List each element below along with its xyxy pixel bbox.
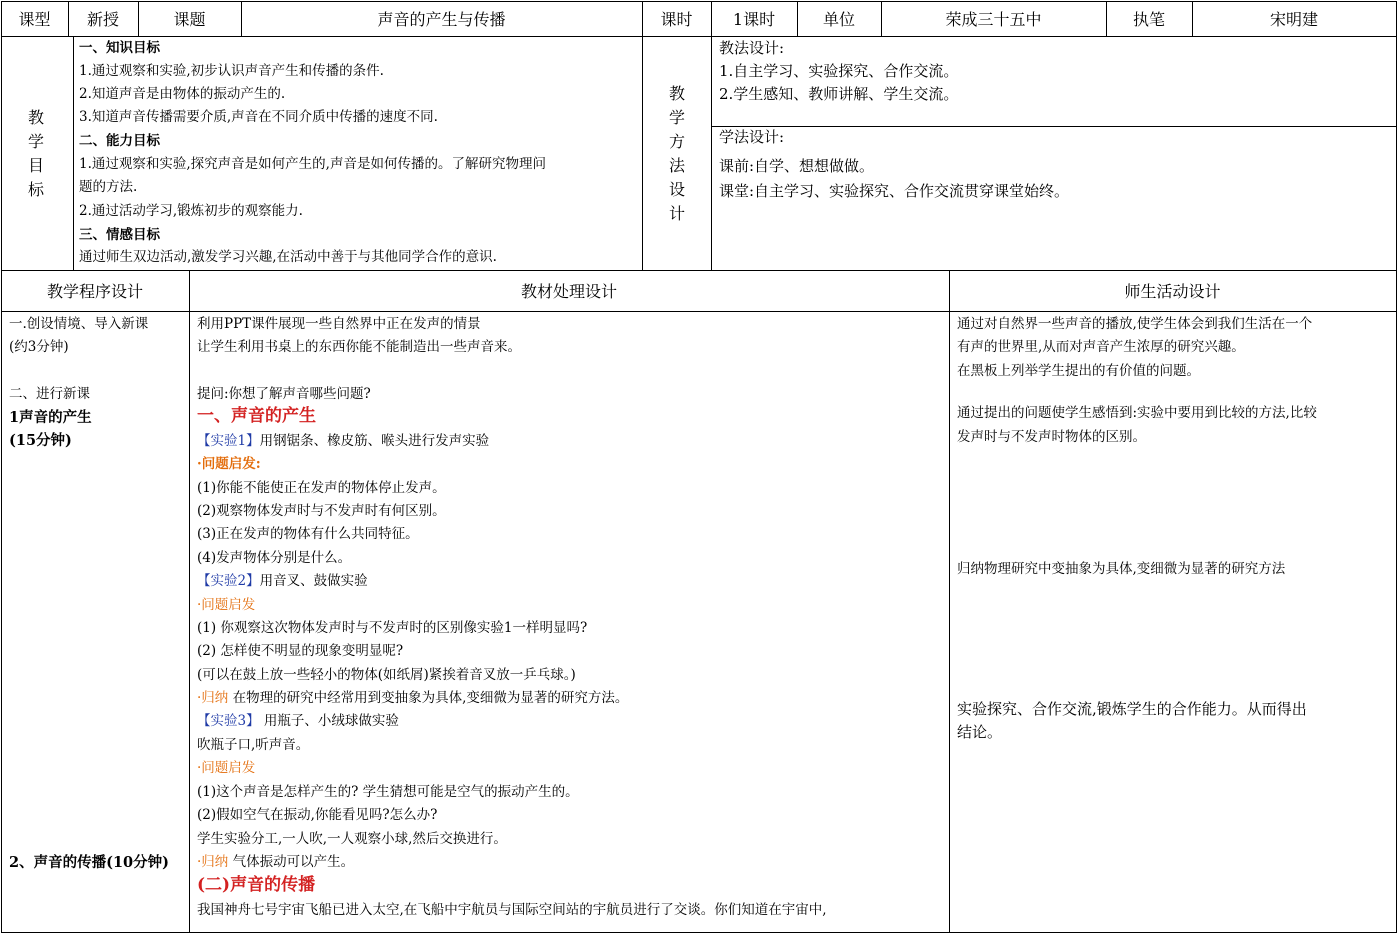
procedure-step: 1声音的产生 [9,409,92,426]
material-line: 利用PPT课件展现一些自然界中正在发声的情景 [197,316,481,332]
summary-text: 在物理的研究中经常用到变抽象为具体,变细微为显著的研究方法。 [232,690,629,706]
unit-value: 荣成三十五中 [945,10,1042,29]
unit-label: 单位 [822,10,855,29]
question-line: (可以在鼓上放一些轻小的物体(如纸屑)紧挨着音叉放一乒乓球。) [197,667,576,683]
teaching-method-title: 教法设计: [719,39,785,57]
methods-label-char: 教 [668,84,685,103]
experiment-text: 用瓶子、小绒球做实验 [263,713,399,729]
lesson-type-value: 新授 [86,10,119,29]
experiment-tag: 【实验2】 [197,573,260,589]
material-line: 让学生利用书桌上的东西你能不能制造出一些声音来。 [197,339,521,355]
learning-method-item: 课前:自学、想想做做。 [719,157,875,175]
procedure-step: (约3分钟) [9,339,69,355]
learning-method-title: 学法设计: [719,128,785,146]
summary-tag: ·归纳 [197,854,229,870]
author-label: 执笔 [1132,10,1165,29]
goals-label-char: 学 [27,132,44,151]
summary-tag: ·归纳 [197,690,229,706]
procedure-step: 2、声音的传播(10分钟) [9,854,169,871]
goals-label-divider [73,36,74,270]
goals-label-char: 教 [27,108,44,127]
summary-text: 气体振动可以产生。 [232,854,355,870]
header-divider [711,1,712,270]
material-column-header: 教材处理设计 [520,282,617,301]
activity-line: 有声的世界里,从而对声音产生浓厚的研究兴趣。 [957,339,1245,355]
header-row-border [1,36,1397,37]
methods-label-char: 学 [668,108,685,127]
question-line: (2)假如空气在振动,你能看见吗?怎么办? [197,807,438,823]
experiment-tag: 【实验3】 [197,713,260,729]
summary-line [197,689,628,707]
knowledge-goal-heading: 一、知识目标 [79,40,160,56]
activity-line: 在黑板上列举学生提出的有价值的问题。 [957,363,1200,379]
goals-label-char: 标 [27,180,44,199]
methods-label-char: 方 [668,132,685,151]
lesson-type-label: 课型 [18,10,51,29]
material-column-divider [949,270,950,933]
procedure-column-divider [189,270,190,933]
procedure-column-header: 教学程序设计 [46,282,143,301]
question-line: (3)正在发声的物体有什么共同特征。 [197,526,419,542]
activity-line: 通过对自然界一些声音的播放,使学生体会到我们生活在一个 [957,316,1313,332]
methods-label [667,82,687,226]
summary-line [197,853,354,871]
question-line: (1) 你观察这次物体发声时与不发声时的区别像实验1一样明显吗? [197,620,588,636]
emotion-goal-heading: 三、情感目标 [79,227,160,243]
table-bottom-border [1,932,1397,933]
methods-label-char: 法 [668,156,685,175]
section-heading: 一、声音的产生 [197,406,316,426]
methods-divider [711,126,1397,127]
ability-goal-heading: 二、能力目标 [79,133,160,149]
emotion-goal-item: 通过师生双边活动,激发学习兴趣,在活动中善于与其他同学合作的意识. [79,249,497,265]
procedure-step: 一.创设情境、导入新课 [9,316,149,332]
teaching-method-item: 2.学生感知、教师讲解、学生交流。 [719,85,959,103]
methods-label-char: 计 [668,204,685,223]
author-value: 宋明建 [1269,10,1318,29]
period-value: 1课时 [732,10,776,29]
learning-method-item: 课堂:自主学习、实验探究、合作交流贯穿课堂始终。 [719,182,1070,200]
experiment-text: 用音叉、鼓做实验 [259,573,368,589]
methods-label-char: 设 [668,180,685,199]
activity-line: 发声时与不发声时物体的区别。 [957,429,1146,445]
question-line: (1)你能不能使正在发声的物体停止发声。 [197,480,446,496]
experiment-line [197,712,399,730]
column-header-border [1,311,1397,312]
ability-goal-item: 题的方法. [79,179,138,195]
goals-label [26,106,46,202]
material-line: 吹瓶子口,听声音。 [197,737,310,753]
section-heading: (二)声音的传播 [197,875,316,895]
experiment-line [197,432,489,450]
table-left-border [1,1,2,933]
material-line: 我国神舟七号宇宙飞船已进入太空,在飞船中宇航员与国际空间站的宇航员进行了交谈。你们知道在宇宙中, [197,902,827,918]
material-line: 学生实验分工,一人吹,一人观察小球,然后交换进行。 [197,831,507,847]
knowledge-goal-item: 3.知道声音传播需要介质,声音在不同介质中传播的速度不同. [79,109,438,125]
activity-line: 通过提出的问题使学生感悟到:实验中要用到比较的方法,比较 [957,405,1317,421]
ability-goal-item: 1.通过观察和实验,探究声音是如何产生的,声音是如何传播的。了解研究物理问 [79,156,546,172]
question-line: (2) 怎样使不明显的现象变明显呢? [197,643,404,659]
knowledge-goal-item: 1.通过观察和实验,初步认识声音产生和传播的条件. [79,63,384,79]
activity-line: 实验探究、合作交流,锻炼学生的合作能力。从而得出 [957,700,1307,718]
question-prompt-title: ·问题启发 [197,760,256,776]
question-line: (2)观察物体发声时与不发声时有何区别。 [197,503,446,519]
header-divider [642,1,643,270]
topic-value: 声音的产生与传播 [377,10,506,29]
experiment-tag: 【实验1】 [197,433,260,449]
material-line: 提问:你想了解声音哪些问题? [197,386,371,402]
topic-label: 课题 [173,10,206,29]
activity-line: 结论。 [957,723,1003,741]
question-line: (4)发声物体分别是什么。 [197,550,352,566]
experiment-text: 用钢锯条、橡皮筋、喉头进行发声实验 [259,433,490,449]
teaching-method-item: 1.自主学习、实验探究、合作交流。 [719,62,959,80]
procedure-step: (15分钟) [9,432,72,449]
activity-line: 归纳物理研究中变抽象为具体,变细微为显著的研究方法 [957,561,1286,577]
experiment-line [197,572,368,590]
goals-label-char: 目 [27,156,44,175]
question-prompt-title: ·问题启发: [197,456,261,472]
question-line: (1)这个声音是怎样产生的? 学生猜想可能是空气的振动产生的。 [197,784,579,800]
knowledge-goal-item: 2.知道声音是由物体的振动产生的. [79,86,286,102]
period-label: 课时 [660,10,693,29]
question-prompt-title: ·问题启发 [197,597,256,613]
ability-goal-item: 2.通过活动学习,锻炼初步的观察能力. [79,203,303,219]
activity-column-header: 师生活动设计 [1124,282,1221,301]
procedure-step: 二、进行新课 [9,386,90,402]
